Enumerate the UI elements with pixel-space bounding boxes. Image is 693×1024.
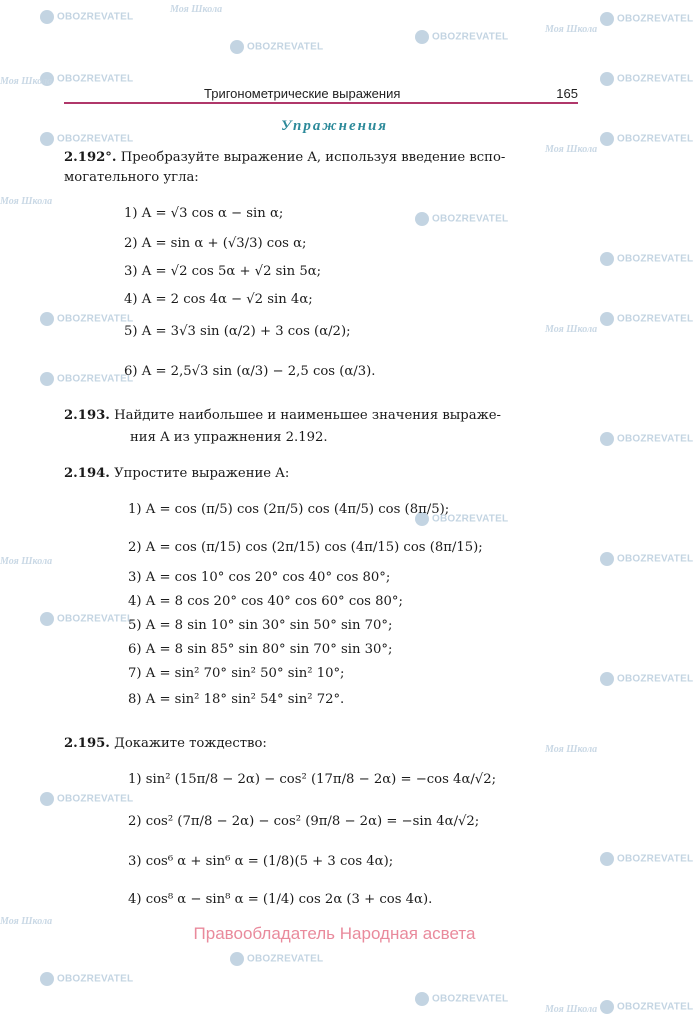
exercise-number: 2.192°. [64,150,117,165]
exercise-item: 8) A = sin² 18° sin² 54° sin² 72°. [128,692,345,707]
watermark-logo-icon [40,312,54,326]
watermark-school: Моя Школа [545,24,598,35]
watermark-brand: OBOZREVATEL [600,312,693,326]
exercise-number: 2.194. [64,466,110,481]
watermark-logo-icon [40,972,54,986]
exercise-2-194-line-1 [64,466,289,482]
exercise-item: 7) A = sin² 70° sin² 50° sin² 10°; [128,666,345,681]
watermark-brand: OBOZREVATEL [415,212,508,226]
watermark-brand: OBOZREVATEL [415,30,508,44]
exercise-item: 1) A = √3 cos α − sin α; [124,206,284,221]
exercise-item: 2) A = cos (π/15) cos (2π/15) cos (4π/15) cos (8π/15); [128,540,483,555]
watermark-logo-icon [415,30,429,44]
watermark-brand: OBOZREVATEL [600,852,693,866]
exercise-2-195-line-1 [64,736,267,752]
watermark-brand: OBOZREVATEL [600,432,693,446]
exercise-text: Упростите выражение A: [114,466,290,481]
watermark-logo-icon [415,212,429,226]
watermark-brand: OBOZREVATEL [600,672,693,686]
watermark-logo-icon [600,12,614,26]
watermark-brand: OBOZREVATEL [230,952,323,966]
page-header [64,86,578,104]
watermark-brand: OBOZREVATEL [600,12,693,26]
page-number: 165 [556,86,578,101]
exercise-number: 2.195. [64,736,110,751]
watermark-brand: OBOZREVATEL [40,312,133,326]
watermark-school: Моя Школа [0,196,53,207]
watermark-logo-icon [40,10,54,24]
watermark-brand: OBOZREVATEL [40,372,133,386]
exercise-2-192-line-2: могательного угла: [64,170,199,185]
exercise-2-192-line-1 [64,150,505,166]
exercise-item: 6) A = 8 sin 85° sin 80° sin 70° sin 30°; [128,642,393,657]
exercise-item: 5) A = 3√3 sin (α/2) + 3 cos (α/2); [124,324,351,339]
exercise-text: Преобразуйте выражение A, используя введение вспо- [120,150,506,165]
exercise-item: 4) A = 8 cos 20° cos 40° cos 60° cos 80°; [128,594,403,609]
watermark-brand: OBOZREVATEL [415,992,508,1006]
header-title: Тригонометрические выражения [204,86,401,101]
watermark-logo-icon [600,432,614,446]
watermark-brand: OBOZREVATEL [600,1000,693,1014]
watermark-brand: OBOZREVATEL [600,72,693,86]
watermark-logo-icon [600,672,614,686]
exercise-item: 1) A = cos (π/5) cos (2π/5) cos (4π/5) cos (8π/5); [128,502,450,517]
watermark-logo-icon [600,72,614,86]
watermark-logo-icon [230,40,244,54]
watermark-brand: OBOZREVATEL [415,512,508,526]
watermark-brand: OBOZREVATEL [40,972,133,986]
watermark-school: Моя Школа [0,916,53,927]
watermark-school: Моя Школа [0,76,53,87]
exercise-item: 6) A = 2,5√3 sin (α/3) − 2,5 cos (α/3). [124,364,376,379]
exercise-number: 2.193. [64,408,110,423]
exercise-item: 2) cos² (7π/8 − 2α) − cos² (9π/8 − 2α) = −sin 4α/√2; [128,814,480,829]
watermark-logo-icon [600,852,614,866]
watermark-school: Моя Школа [0,556,53,567]
watermark-logo-icon [600,312,614,326]
exercise-item: 3) A = √2 cos 5α + √2 sin 5α; [124,264,322,279]
exercise-item: 5) A = 8 sin 10° sin 30° sin 50° sin 70°; [128,618,393,633]
watermark-logo-icon [40,612,54,626]
copyright-footer: Правообладатель Народная асвета [193,924,476,943]
watermark-school: Моя Школа [545,144,598,155]
watermark-brand: OBOZREVATEL [40,10,133,24]
watermark-logo-icon [415,992,429,1006]
watermark-brand: OBOZREVATEL [600,552,693,566]
watermark-brand: OBOZREVATEL [40,792,133,806]
watermark-brand: OBOZREVATEL [230,40,323,54]
watermark-school: Моя Школа [545,324,598,335]
watermark-logo-icon [230,952,244,966]
watermark-brand: OBOZREVATEL [40,132,133,146]
watermark-logo-icon [600,552,614,566]
exercise-item: 4) cos⁸ α − sin⁸ α = (1/4) cos 2α (3 + cos 4α). [128,892,433,907]
exercise-2-193-line-2: ния A из упражнения 2.192. [130,430,328,445]
watermark-brand: OBOZREVATEL [600,132,693,146]
exercise-2-193-line-1 [64,408,501,424]
watermark-school: Моя Школа [170,4,223,15]
watermark-logo-icon [600,1000,614,1014]
watermark-logo-icon [40,792,54,806]
exercise-item: 3) cos⁶ α + sin⁶ α = (1/8)(5 + 3 cos 4α); [128,854,394,869]
watermark-logo-icon [40,372,54,386]
section-title: Упражнения [280,118,389,134]
watermark-brand: OBOZREVATEL [600,252,693,266]
watermark-school: Моя Школа [545,744,598,755]
watermark-school: Моя Школа [545,1004,598,1015]
exercise-item: 1) sin² (15π/8 − 2α) − cos² (17π/8 − 2α) = −cos 4α/√2; [128,772,497,787]
exercise-text: Докажите тождество: [114,736,267,751]
watermark-brand: OBOZREVATEL [40,612,133,626]
exercise-item: 2) A = sin α + (√3/3) cos α; [124,236,307,251]
exercise-text: Найдите наибольшее и наименьшее значения выраже- [114,408,501,423]
watermark-brand: OBOZREVATEL [40,72,133,86]
exercise-item: 3) A = cos 10° cos 20° cos 40° cos 80°; [128,570,391,585]
exercise-item: 4) A = 2 cos 4α − √2 sin 4α; [124,292,313,307]
watermark-logo-icon [600,252,614,266]
